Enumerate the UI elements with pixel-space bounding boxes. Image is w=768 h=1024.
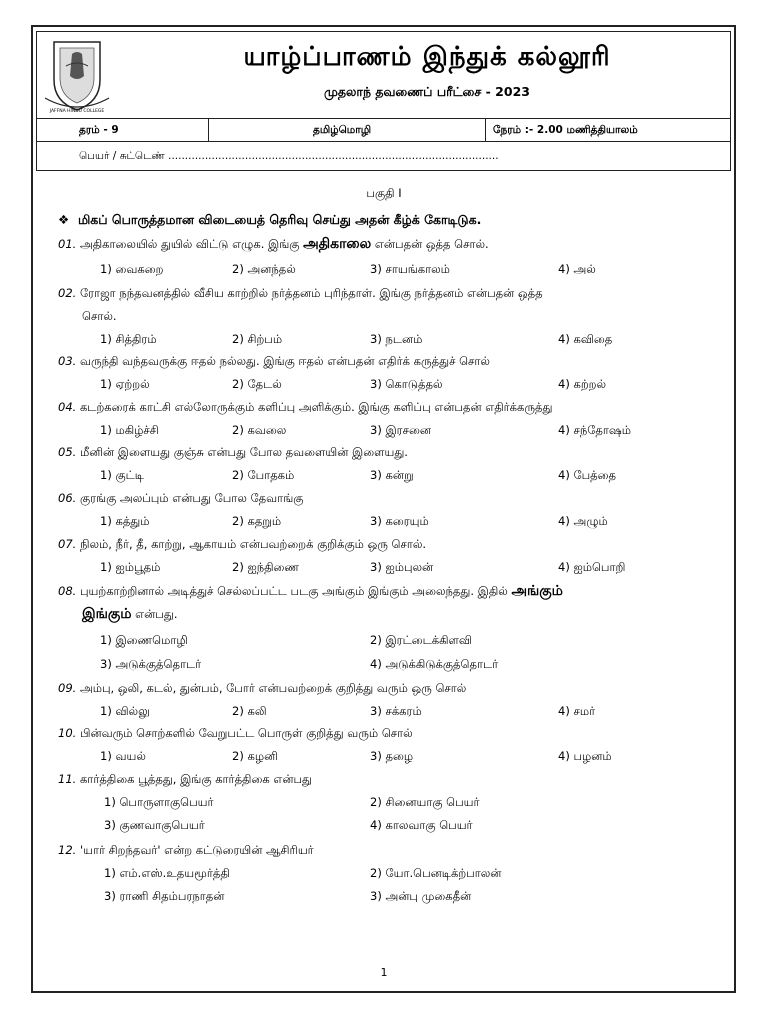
question-1: 01. அதிகாலையில் துயில் விட்டு எழுக. இங்கு அதிகாலை என்பதன் ஒத்த சொல். xyxy=(58,236,489,252)
option[interactable]: 2) கதறும் xyxy=(232,514,282,528)
option[interactable]: 2) போதகம் xyxy=(232,468,295,482)
question-11: 11. கார்த்திகை பூத்தது, இங்கு கார்த்திகை என்பது xyxy=(58,772,313,786)
option[interactable]: 3) கன்று xyxy=(370,468,414,482)
option[interactable]: 3) இரசனை xyxy=(370,423,431,437)
option[interactable]: 2) கழனி xyxy=(232,749,278,763)
option[interactable]: 3) அன்பு முகைதீன் xyxy=(370,889,472,903)
option[interactable]: 3) நடனம் xyxy=(370,332,423,346)
name-line xyxy=(37,144,730,168)
option[interactable]: 1) கத்தும் xyxy=(100,514,150,528)
option[interactable]: 4) காலவாகு பெயர் xyxy=(370,818,473,832)
option[interactable]: 2) கலி xyxy=(232,704,267,718)
option[interactable]: 2) ஐந்திணை xyxy=(232,560,300,574)
question-8: 08. புயற்காற்றினால் அடித்துச் செல்லப்பட்ட படகு அங்கும் இங்கும் அலைந்தது. இதில் அங்கும் இங்கும் என்பது. xyxy=(58,583,563,622)
option[interactable]: 4) அடுக்கிடுக்குத்தொடர் xyxy=(370,657,499,671)
grade: தரம் - 9 xyxy=(79,123,119,136)
option[interactable]: 1) சித்திரம் xyxy=(100,332,157,346)
option[interactable]: 4) அல் xyxy=(558,262,596,276)
exam-header xyxy=(36,31,731,171)
option[interactable]: 1) வயல் xyxy=(100,749,146,763)
option[interactable]: 2) யோ.பெனடிக்ற்பாலன் xyxy=(370,866,502,880)
option[interactable]: 3) கரையும் xyxy=(370,514,429,528)
instruction xyxy=(58,212,481,229)
question-9: 09. அம்பு, ஒலி, கடல், துன்பம், போர் என்பவற்றைக் குறித்து வரும் ஒரு சொல் xyxy=(58,681,467,695)
question-5: 05. மீனின் இளையது குஞ்சு என்பது போல தவளையின் இளையது. xyxy=(58,445,408,459)
question-4: 04. கடற்கரைக் காட்சி எல்லோருக்கும் களிப்பு அளிக்கும். இங்கு களிப்பு என்பதன் எதிர்க்கருத்து xyxy=(58,400,553,414)
option[interactable]: 2) தேடல் xyxy=(232,377,282,391)
option[interactable]: 3) சக்கரம் xyxy=(370,704,422,718)
option[interactable]: 4) கற்றல் xyxy=(558,377,607,391)
option[interactable]: 3) அடுக்குத்தொடர் xyxy=(100,657,202,671)
college-crest-icon xyxy=(42,36,112,114)
time: நேரம் :- 2.00 மணித்தியாலம் xyxy=(493,123,638,136)
option[interactable]: 3) ராணி சிதம்பரநாதன் xyxy=(104,889,225,903)
question-2: 02. ரோஜா நந்தவனத்தில் வீசிய காற்றில் நர்த்தனம் புரிந்தாள். இங்கு நர்த்தனம் என்பதன் ஒத்த சொல். xyxy=(58,286,543,323)
option[interactable]: 2) இரட்டைக்கிளவி xyxy=(370,633,473,647)
option[interactable]: 3) சாயங்காலம் xyxy=(370,262,450,276)
option[interactable]: 4) கவிதை xyxy=(558,332,613,346)
option[interactable]: 3) கொடுத்தல் xyxy=(370,377,443,391)
option[interactable]: 1) மகிழ்ச்சி xyxy=(100,423,159,437)
instruction-text: மிகப் பொருத்தமான விடையைத் தெரிவு செய்து அதன் கீழ்க் கோடிடுக. xyxy=(77,212,482,227)
option[interactable]: 3) ஐம்புலன் xyxy=(370,560,434,574)
option[interactable]: 4) பழனம் xyxy=(558,749,612,763)
option[interactable]: 2) கவலை xyxy=(232,423,287,437)
exam-title: முதலாந் தவணைப் பரீட்சை - 2023 xyxy=(324,84,530,99)
option[interactable]: 2) சினையாகு பெயர் xyxy=(370,795,480,809)
option[interactable]: 2) சிற்பம் xyxy=(232,332,283,346)
section-title: பகுதி I xyxy=(366,186,402,200)
option[interactable]: 4) சமர் xyxy=(558,704,596,718)
option[interactable]: 3) குணவாகுபெயர் xyxy=(104,818,205,832)
question-6: 06. குரங்கு அலப்பும் என்பது போல தேவாங்கு xyxy=(58,491,304,505)
name-label: பெயர் / சுட்டெண் ................................................................................................... xyxy=(79,149,499,162)
option[interactable]: 1) ஐம்பூதம் xyxy=(100,560,161,574)
page-number: 1 xyxy=(380,966,388,979)
option[interactable]: 1) வைகறை xyxy=(100,262,164,276)
question-12: 12. 'யார் சிறந்தவர்' என்ற கட்டுரையின் ஆசிரியர் xyxy=(58,843,314,857)
question-10: 10. பின்வரும் சொற்களில் வேறுபட்ட பொருள் குறித்து வரும் சொல் xyxy=(58,726,413,740)
option[interactable]: 2) அனந்தல் xyxy=(232,262,296,276)
question-7: 07. நிலம், நீர், தீ, காற்று, ஆகாயம் என்பவற்றைக் குறிக்கும் ஒரு சொல். xyxy=(58,537,427,551)
option[interactable]: 1) குட்டி xyxy=(100,468,144,482)
diamond-bullet-icon: ❖ xyxy=(58,212,70,227)
school-name: யாழ்ப்பாணம் இந்துக் கல்லூரி xyxy=(243,42,611,72)
option[interactable]: 1) வில்லு xyxy=(100,704,150,718)
question-3: 03. வருந்தி வந்தவருக்கு ஈதல் நல்லது. இங்கு ஈதல் என்பதன் எதிர்க் கருத்துச் சொல் xyxy=(58,354,490,368)
option[interactable]: 1) இணைமொழி xyxy=(100,633,188,647)
option[interactable]: 4) சந்தோஷம் xyxy=(558,423,631,437)
option[interactable]: 1) பொருளாகுபெயர் xyxy=(104,795,214,809)
option[interactable]: 4) அழும் xyxy=(558,514,608,528)
subject: தமிழ்மொழி xyxy=(313,123,372,136)
option[interactable]: 4) பேத்தை xyxy=(558,468,617,482)
option[interactable]: 3) தழை xyxy=(370,749,414,763)
option[interactable]: 4) ஐம்பொறி xyxy=(558,560,626,574)
info-row xyxy=(37,118,730,142)
svg-text:JAFFNA HINDU COLLEGE: JAFFNA HINDU COLLEGE xyxy=(49,109,105,114)
option[interactable]: 1) எம்.எஸ்.உதயமூர்த்தி xyxy=(104,866,230,880)
option[interactable]: 1) ஏற்றல் xyxy=(100,377,150,391)
